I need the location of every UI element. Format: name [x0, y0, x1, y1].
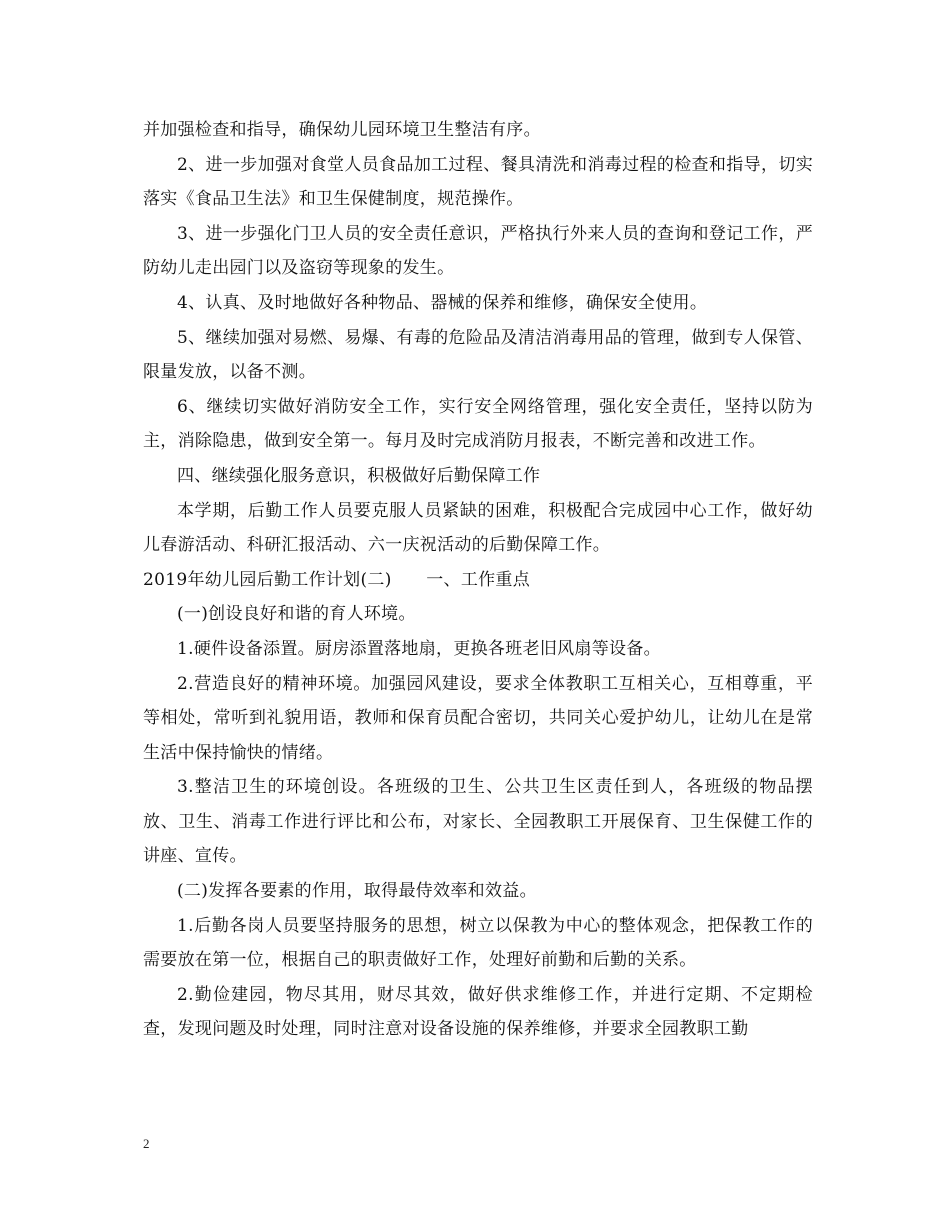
paragraph: (一)创设良好和谐的育人环境。: [177, 604, 416, 625]
paragraph: 3.整洁卫生的环境创设。各班级的卫生、公共卫生区责任到人，各班级的物品摆放、卫生、消毒工作进行评比和公布，对家长、全园教职工开展保育、卫生保健工作的讲座、宣传。: [143, 777, 813, 867]
paragraph: 1.后勤各岗人员要坚持服务的思想，树立以保教为中心的整体观念，把保教工作的需要放在第一位，根据自己的职责做好工作，处理好前勤和后勤的关系。: [143, 915, 813, 971]
paragraph: 5、继续加强对易燃、易爆、有毒的危险品及清洁消毒用品的管理，做到专人保管、限量发放，以备不测。: [143, 327, 813, 383]
paragraph: 1.硬件设备添置。厨房添置落地扇，更换各班老旧风扇等设备。: [177, 638, 661, 659]
paragraph: (二)发挥各要素的作用，取得最侍效率和效益。: [177, 881, 537, 902]
paragraph: 4、认真、及时地做好各种物品、器械的保养和维修，确保安全使用。: [177, 292, 708, 313]
paragraph: 四、继续强化服务意识，积极做好后勤保障工作: [177, 465, 541, 486]
paragraph: 6、继续切实做好消防安全工作，实行安全网络管理，强化安全责任，坚持以防为主，消除隐患，做到安全第一。每月及时完成消防月报表，不断完善和改进工作。: [143, 396, 813, 452]
paragraph: 2.营造良好的精神环境。加强园风建设，要求全体教职工互相关心，互相尊重，平等相处，常听到礼貌用语，教师和保育员配合密切，共同关心爱护幼儿，让幼儿在是常生活中保持愉快的情绪。: [143, 673, 813, 763]
paragraph: 2.勤俭建园，物尽其用，财尽其效，做好供求维修工作，并进行定期、不定期检查，发现问题及时处理，同时注意对设备设施的保养维修，并要求全园教职工勤: [143, 984, 813, 1040]
paragraph: 2、进一步加强对食堂人员食品加工过程、餐具清洗和消毒过程的检查和指导，切实落实《食品卫生法》和卫生保健制度，规范操作。: [143, 154, 813, 210]
paragraph: 2019年幼儿园后勤工作计划(二) 一、工作重点: [143, 569, 531, 590]
document-body: [143, 113, 813, 1047]
paragraph: 3、进一步强化门卫人员的安全责任意识，严格执行外来人员的查询和登记工作，严防幼儿走出园门以及盗窃等现象的发生。: [143, 223, 813, 279]
paragraph: 本学期，后勤工作人员要克服人员紧缺的困难，积极配合完成园中心工作，做好幼儿春游活动、科研汇报活动、六一庆祝活动的后勤保障工作。: [143, 500, 813, 556]
paragraph: 并加强检查和指导，确保幼儿园环境卫生整洁有序。: [143, 120, 541, 140]
page-number: 2: [143, 1136, 150, 1151]
